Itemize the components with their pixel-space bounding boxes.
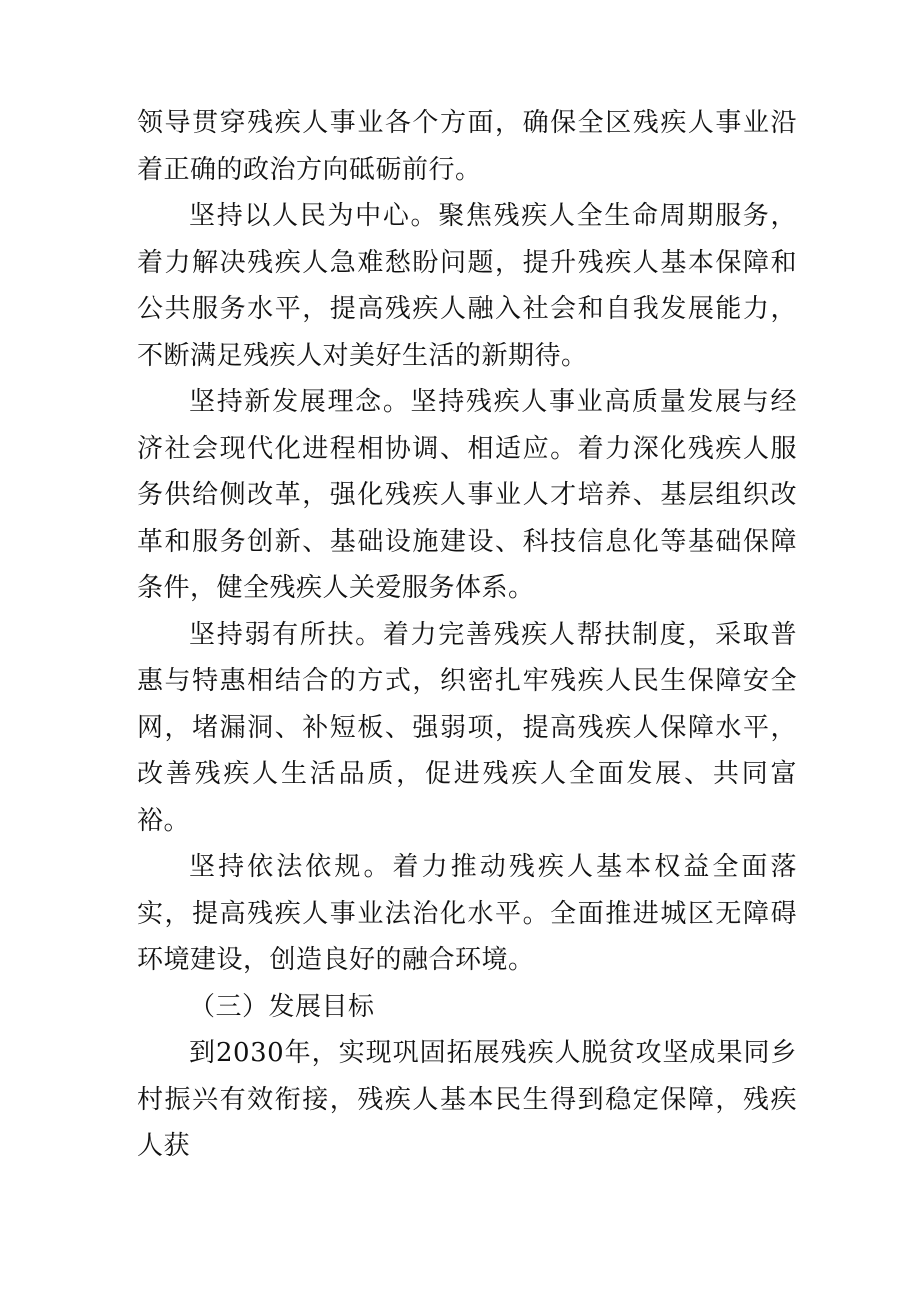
paragraph-goals: 到2030年，实现巩固拓展残疾人脱贫攻坚成果同乡村振兴有效衔接，残疾人基本民生得到稳定保障，残疾人获 — [137, 1038, 797, 1161]
paragraph-people-centered: 坚持以人民为中心。聚焦残疾人全生命周期服务，着力解决残疾人急难愁盼问题，提升残疾人基本保障和公共服务水平，提高残疾人融入社会和自我发展能力，不断满足残疾人对美好生活的新期待。 — [137, 201, 797, 371]
paragraph-continuation: 领导贯穿残疾人事业各个方面，确保全区残疾人事业沿着正确的政治方向砥砺前行。 — [137, 108, 797, 185]
paragraph-support-weak: 坚持弱有所扶。着力完善残疾人帮扶制度，采取普惠与特惠相结合的方式，织密扎牢残疾人民生保障安全网，堵漏洞、补短板、强弱项，提高残疾人保障水平，改善残疾人生活品质，促进残疾人全面发展、共同富裕。 — [137, 619, 797, 836]
section-heading: （三）发展目标 — [189, 991, 375, 1022]
paragraph-new-development: 坚持新发展理念。坚持残疾人事业高质量发展与经济社会现代化进程相协调、相适应。着力深化残疾人服务供给侧改革，强化残疾人事业人才培养、基层组织改革和服务创新、基础设施建设、科技信息化等基础保障条件，健全残疾人关爱服务体系。 — [137, 387, 797, 603]
document-body — [137, 100, 797, 1170]
paragraph-rule-of-law: 坚持依法依规。着力推动残疾人基本权益全面落实，提高残疾人事业法治化水平。全面推进城区无障碍环境建设，创造良好的融合环境。 — [137, 852, 797, 975]
